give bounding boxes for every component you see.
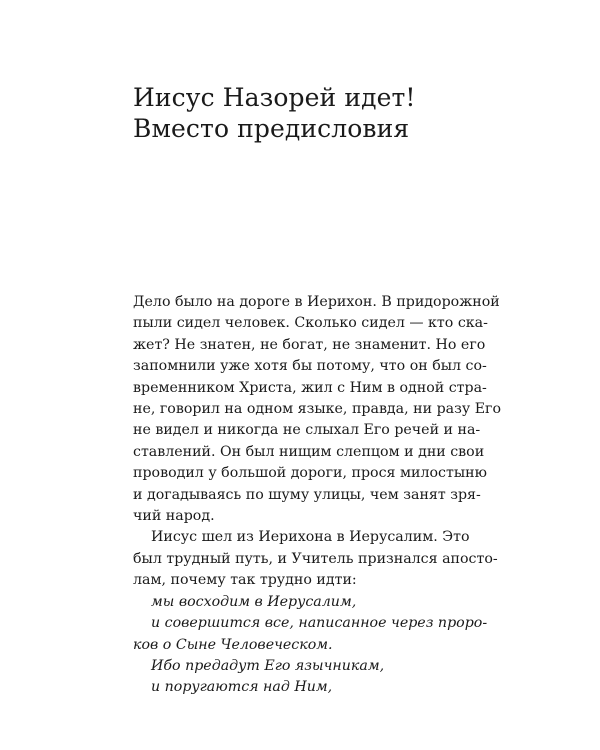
text-line: Дело было на дороге в Иерихон. В придорожной bbox=[133, 294, 500, 310]
verse-line: ков о Сыне Человеческом. bbox=[133, 636, 333, 653]
verse-line: и совершится все, написанное через проро- bbox=[151, 615, 488, 632]
verse-line: Ибо предадут Его язычникам, bbox=[151, 657, 385, 674]
chapter-title-line: Иисус Назорей идет! bbox=[133, 83, 416, 112]
text-line: не видел и никогда не слыхал Его речей и на- bbox=[133, 422, 481, 439]
verse-line: мы восходим в Иерусалим, bbox=[151, 593, 357, 610]
verse-line: и поругаются над Ним, bbox=[151, 679, 333, 696]
text-line: проводил у большой дороги, прося милостыню bbox=[133, 465, 487, 482]
text-line: жет? Не знатен, не богат, не знаменит. Но его bbox=[133, 336, 486, 353]
text-line: был трудный путь, и Учитель признался апосто- bbox=[133, 550, 498, 567]
chapter-title bbox=[133, 82, 533, 144]
paragraph-start-line: Иисус шел из Иерихона в Иерусалим. Это bbox=[151, 529, 470, 546]
text-line: и догадываясь по шуму улицы, чем занят зря- bbox=[133, 486, 481, 503]
text-line: запомнили уже хотя бы потому, что он был со- bbox=[133, 358, 487, 375]
text-line: чий народ. bbox=[133, 508, 215, 525]
chapter-subtitle-line: Вместо предисловия bbox=[133, 114, 410, 143]
text-line: пыли сидел человек. Сколько сидел — кто ска- bbox=[133, 315, 488, 332]
body-text bbox=[133, 292, 502, 699]
text-line: лам, почему так трудно идти: bbox=[133, 572, 357, 589]
text-line: временником Христа, жил с Ним в одной стра- bbox=[133, 379, 487, 396]
text-line: не, говорил на одном языке, правда, ни разу Его bbox=[133, 401, 502, 418]
text-line: ставлений. Он был нищим слепцом и дни свои bbox=[133, 443, 485, 460]
